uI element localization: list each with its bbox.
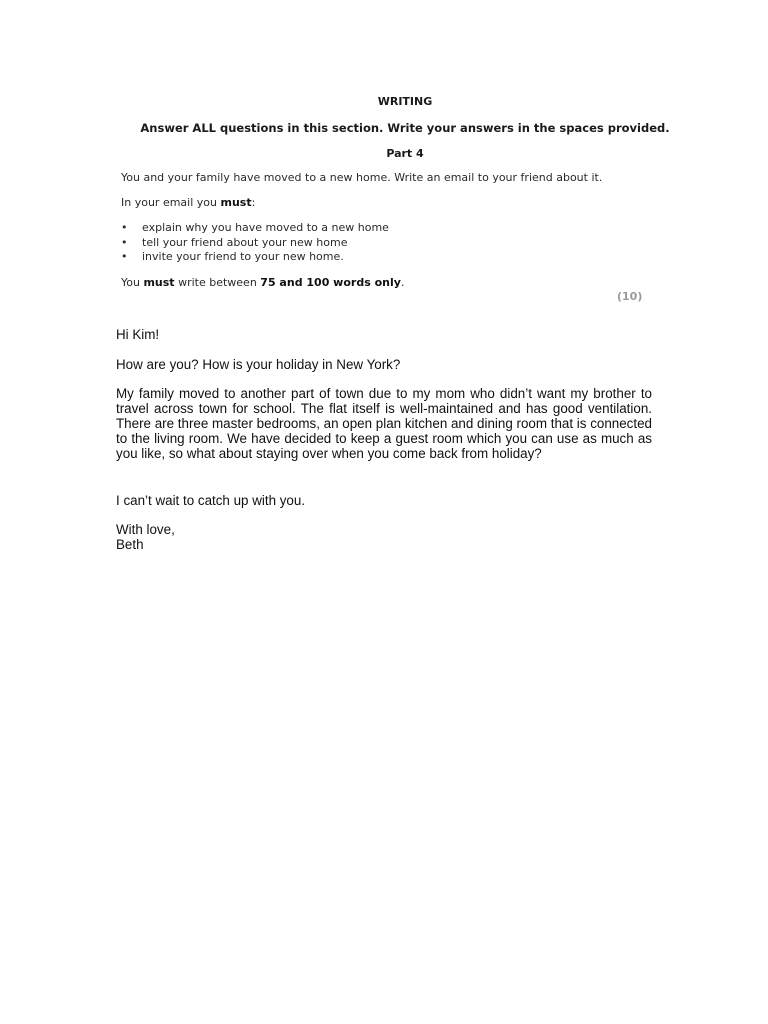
marks-label: (10): [617, 290, 643, 303]
words-prefix: You: [121, 276, 144, 289]
bullet-icon: •: [121, 221, 128, 234]
bullet-text: explain why you have moved to a new home: [142, 221, 389, 234]
list-item: [121, 236, 389, 251]
section-title: WRITING: [377, 95, 433, 108]
words-range: 75 and 100 words only: [260, 276, 401, 289]
section-instruction: Answer ALL questions in this section. Write your answers in the spaces provided.: [140, 121, 670, 135]
answer-name: Beth: [116, 537, 144, 552]
answer-greeting: Hi Kim!: [116, 327, 160, 342]
bullet-icon: •: [121, 235, 128, 249]
must-suffix: :: [251, 196, 256, 209]
words-must: must: [143, 276, 175, 289]
task-must-line: [121, 196, 255, 209]
bullet-text: tell your friend about your new home: [142, 235, 348, 249]
answer-signoff: With love,: [116, 522, 175, 537]
list-item: [121, 250, 389, 265]
bullet-icon: •: [121, 250, 128, 263]
bullet-text: invite your friend to your new home.: [142, 250, 344, 263]
list-item: [121, 221, 389, 236]
answer-body: My family moved to another part of town due to my mom who didn’t want my brother to travel across town for school. The flat itself is well-maintained and has good ventilation. There are three master bedrooms, an open plan kitchen and dining room that is connected to the living room. We have decided to keep a guest room which you can use as much as you like, so what about staying over when you come back from holiday?: [116, 386, 652, 461]
answer-question: How are you? How is your holiday in New York?: [116, 357, 401, 372]
answer-closing-line: I can’t wait to catch up with you.: [116, 493, 306, 508]
task-bullet-list: [121, 221, 389, 265]
task-intro: You and your family have moved to a new home. Write an email to your friend about it.: [121, 171, 603, 184]
must-bold: must: [220, 196, 252, 209]
word-limit-line: [121, 276, 404, 289]
part-heading: Part 4: [386, 147, 424, 160]
must-prefix: In your email you: [121, 196, 221, 209]
words-middle: write between: [174, 276, 261, 289]
words-suffix: .: [400, 276, 405, 289]
